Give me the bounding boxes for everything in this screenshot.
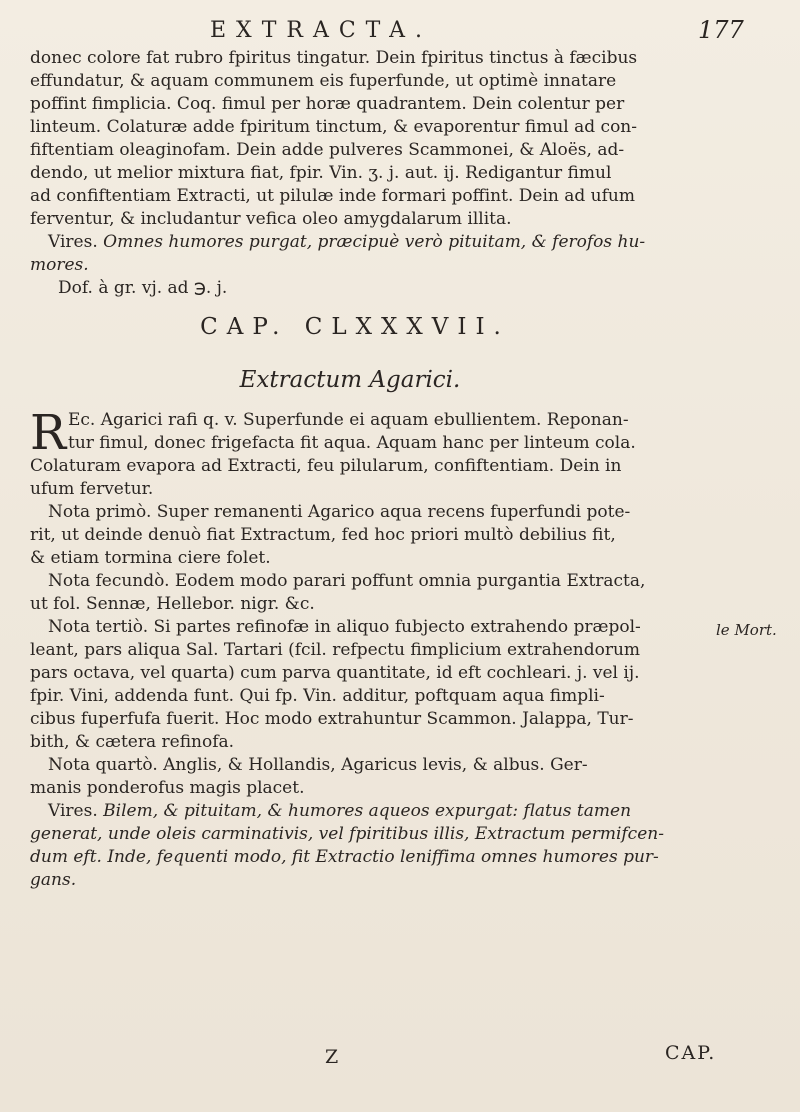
text-line: cibus fuperfufa fuerit. Hoc modo extrahuntur Scammon. Jalappa, Tur-	[30, 709, 634, 729]
vires-line	[30, 231, 710, 254]
text-line: ad confiftentiam Extracti, ut pilulæ inde formari poffint. Dein ad ufum	[30, 186, 635, 206]
text-line: fpir. Vini, addenda funt. Qui fp. Vin. additur, poftquam aqua fimpli-	[30, 686, 605, 706]
text-line: dendo, ut melior mixtura fiat, fpir. Vin. ʒ. j. aut. ij. Redigantur fimul	[30, 163, 612, 183]
text-line: tur fimul, donec frigefacta fit aqua. Aquam hanc per linteum cola.	[68, 433, 636, 453]
text-line: pars octava, vel quarta) cum parva quantitate, id eft cochleari. j. vel ij.	[30, 663, 640, 683]
recipe-line-text: Ec. Agarici rafi q. v. Superfunde ei aquam ebullientem. Reponan-	[68, 410, 629, 430]
text-line: donec colore fat rubro fpiritus tingatur. Dein fpiritus tinctus à fæcibus	[30, 48, 638, 68]
running-head	[0, 14, 800, 48]
text-line: gans.	[30, 870, 77, 890]
margin-note: le Mort.	[716, 621, 777, 639]
chapter-heading: CAP. CLXXXVII.	[200, 314, 510, 340]
running-title: EXTRACTA.	[210, 18, 433, 43]
text-line: generat, unde oleis carminativis, vel fpiritibus illis, Extractum permifcen-	[30, 824, 664, 844]
text-line: Nota tertiò. Si partes refinofæ in aliquo fubjecto extrahendo præpol-	[48, 617, 641, 637]
text-line: Colaturam evapora ad Extracti, feu pilularum, confiftentiam. Dein in	[30, 456, 622, 476]
text-line: ufum fervetur.	[30, 479, 154, 499]
vires-label: Vires.	[48, 801, 98, 821]
text-line: fiftentiam oleaginofam. Dein adde pulveres Scammonei, & Aloës, ad-	[30, 140, 625, 160]
drop-cap: R	[30, 405, 67, 461]
vires-text: Bilem, & pituitam, & humores aqueos expurgat: flatus tamen	[103, 801, 632, 821]
dose-line: Dof. à gr. vj. ad ℈. j.	[58, 278, 228, 298]
text-line: dum eft. Inde, fequenti modo, fit Extractio leniffima omnes humores pur-	[30, 847, 659, 867]
text-line: Nota primò. Super remanenti Agarico aqua recens fuperfundi pote-	[48, 502, 631, 522]
text-line: bith, & cætera refinofa.	[30, 732, 235, 752]
text-line: linteum. Colaturæ adde fpiritum tinctum, & evaporentur fimul ad con-	[30, 117, 638, 137]
vires-label: Vires.	[48, 232, 98, 252]
text-line: & etiam tormina ciere folet.	[30, 548, 271, 568]
text-line: Nota quartò. Anglis, & Hollandis, Agaricus levis, & albus. Ger-	[48, 755, 588, 775]
text-line: rit, ut deinde denuò fiat Extractum, fed hoc priori multò debilius fit,	[30, 525, 616, 545]
catchword: CAP.	[665, 1042, 717, 1064]
text-line: ut fol. Sennæ, Hellebor. nigr. &c.	[30, 594, 315, 614]
text-line: effundatur, & aquam communem eis fuperfunde, ut optimè innatare	[30, 71, 617, 91]
text-line: poffint fimplicia. Coq. fimul per horæ quadrantem. Dein colentur per	[30, 94, 625, 114]
text-line: manis ponderofus magis placet.	[30, 778, 305, 798]
text-line: mores.	[30, 255, 89, 275]
text-line: ferventur, & includantur vefica oleo amygdalarum illita.	[30, 209, 512, 229]
text-line: leant, pars aliqua Sal. Tartari (fcil. refpectu fimplicium extrahendorum	[30, 640, 641, 660]
section-title: Extractum Agarici.	[239, 367, 461, 393]
vires-text: Omnes humores purgat, præcipuè verò pituitam, & ferofos hu-	[103, 232, 646, 252]
vires-line	[30, 800, 710, 823]
page-number: 177	[698, 16, 744, 44]
main-text	[30, 47, 710, 892]
text-line: Nota fecundò. Eodem modo parari poffunt omnia purgantia Extracta,	[48, 571, 646, 591]
signature-mark: Z	[325, 1046, 339, 1068]
